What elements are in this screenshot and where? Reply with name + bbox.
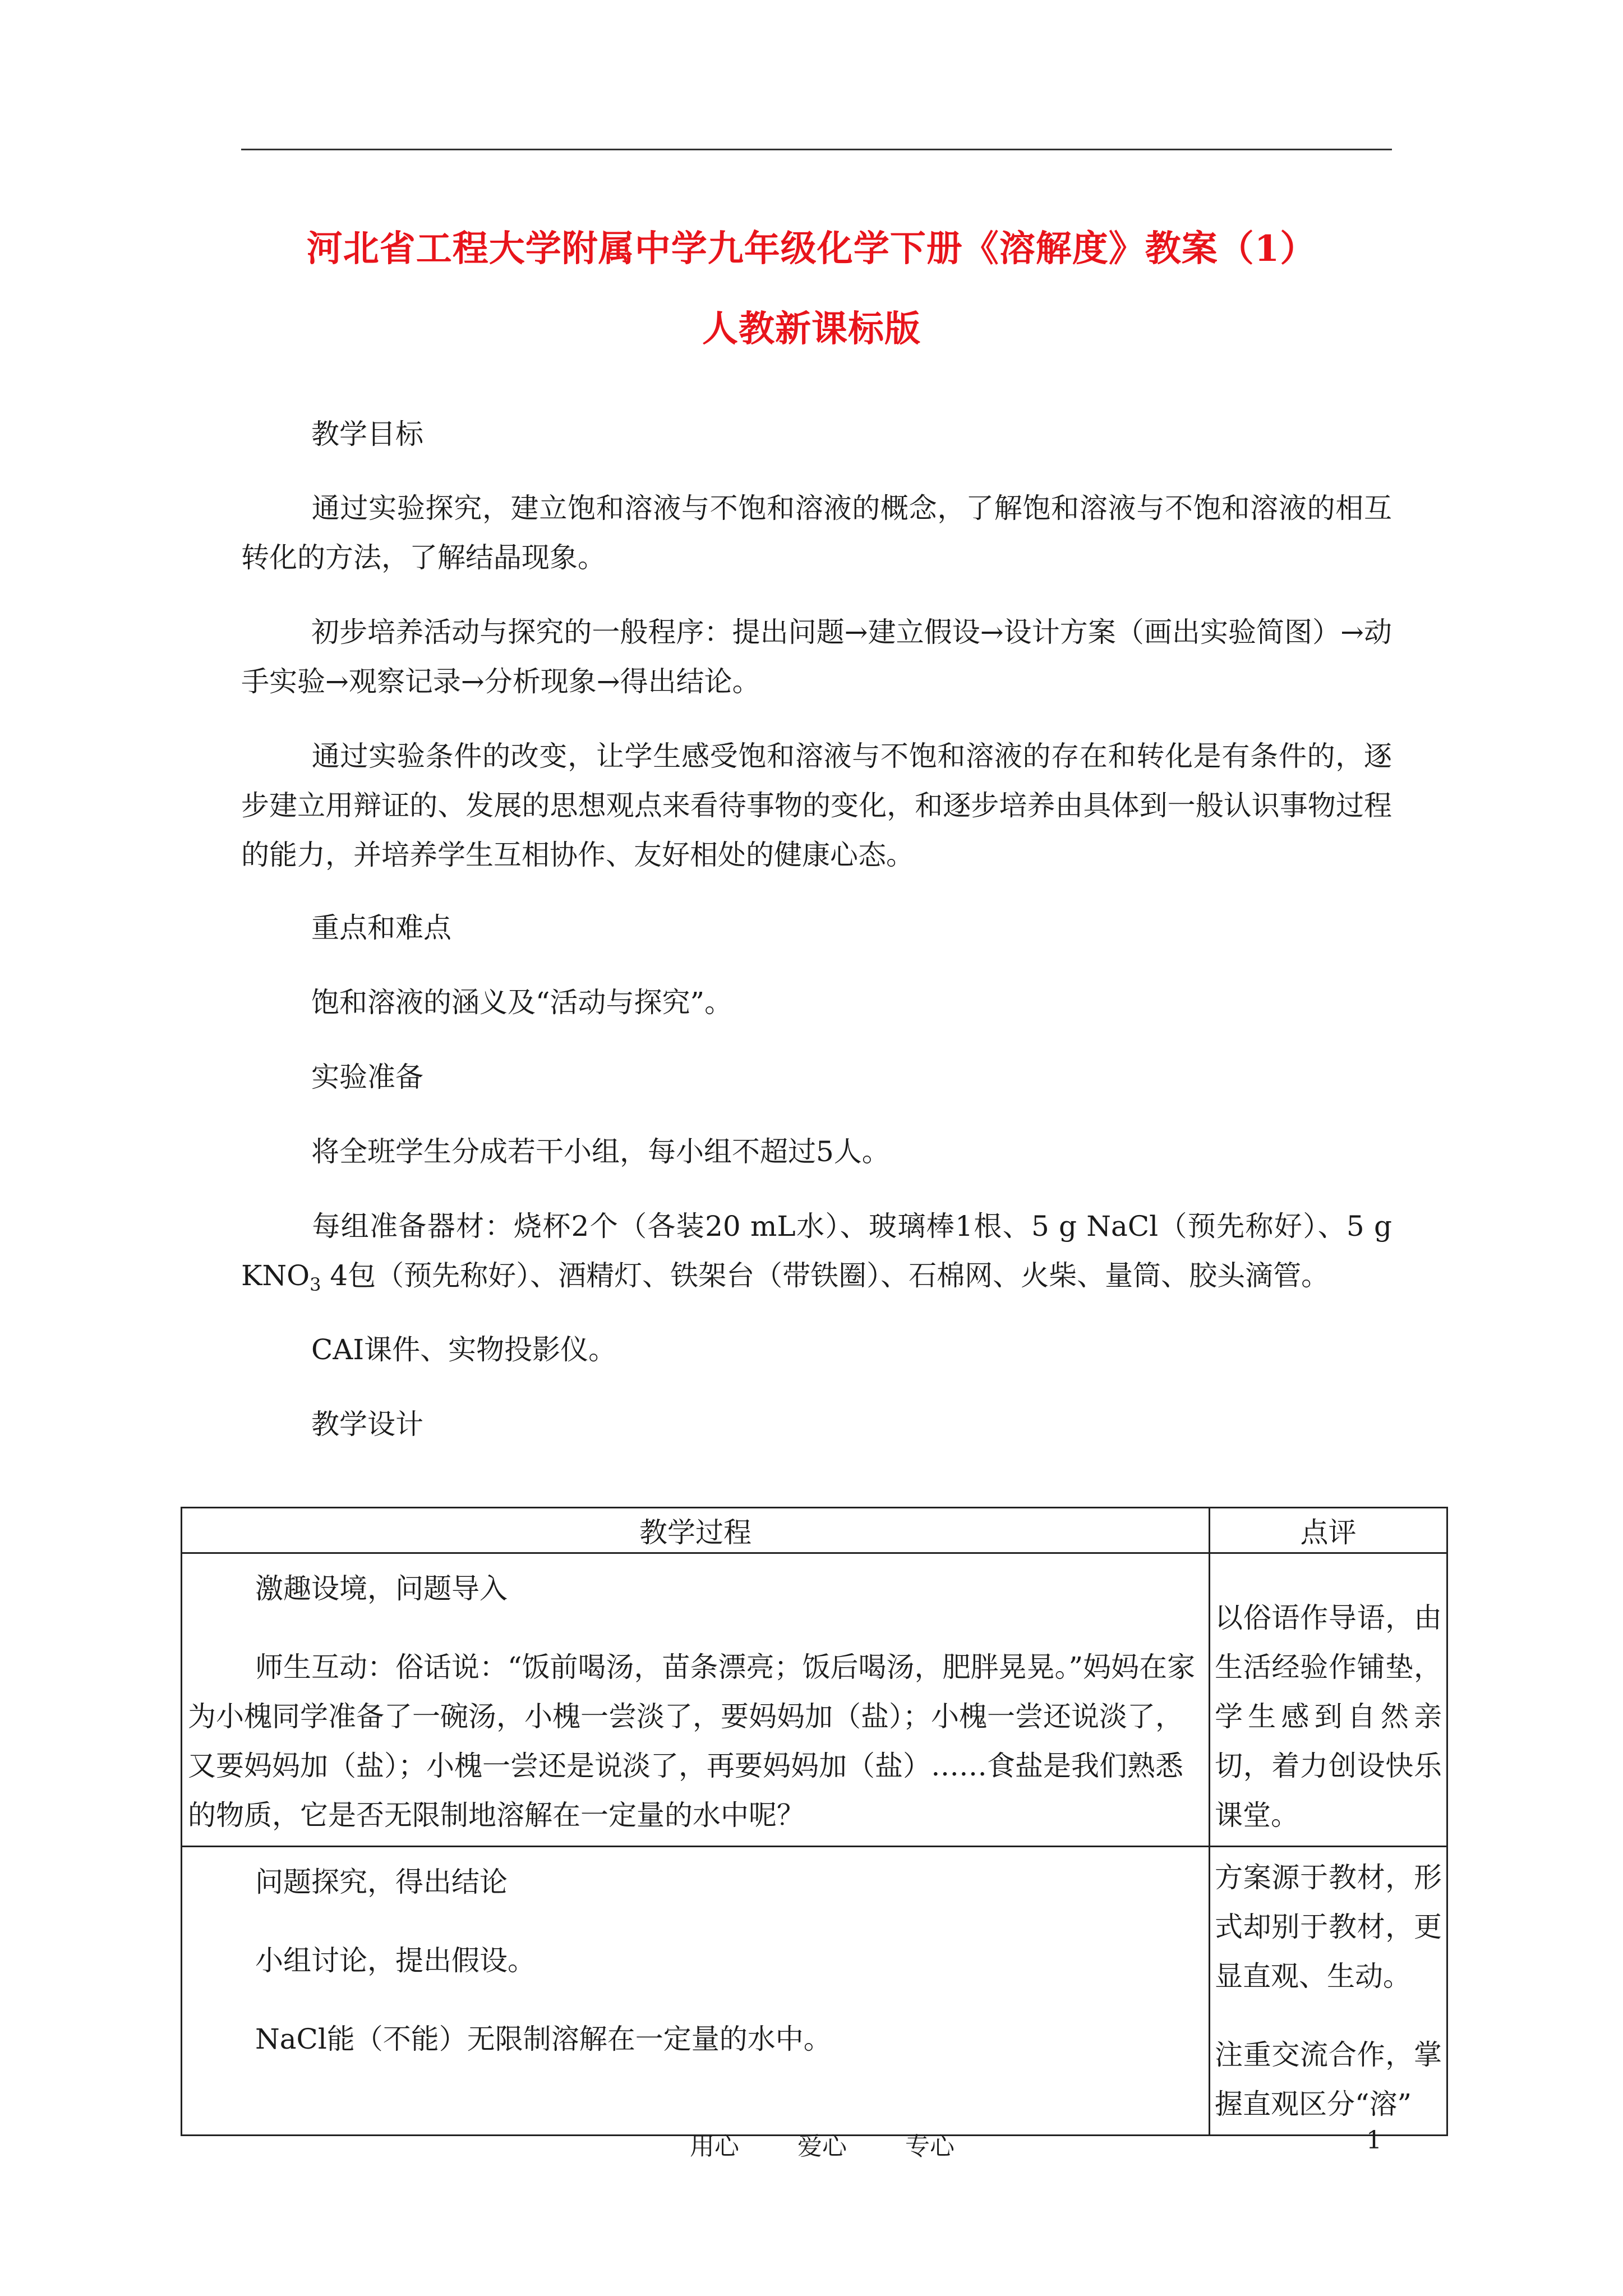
heading-key-points: 重点和难点 bbox=[311, 912, 451, 944]
key-points-text: 饱和溶液的涵义及“活动与探究”。 bbox=[311, 986, 733, 1019]
goal-paragraph-2: 初步培养活动与探究的一般程序：提出问题→建立假设→设计方案（画出实验简图）→动手实验→观察记录→分析现象→得出结论。 bbox=[241, 616, 1392, 698]
prep-paragraph-1: 将全班学生分成若干小组，每小组不超过5人。 bbox=[311, 1135, 890, 1168]
process-cell-2 bbox=[182, 1847, 1210, 2136]
row1-heading: 激趣设境，问题导入 bbox=[255, 1572, 508, 1605]
row2-line3: NaCl能（不能）无限制溶解在一定量的水中。 bbox=[255, 2023, 832, 2055]
teaching-design-table bbox=[181, 1507, 1448, 2136]
header-rule bbox=[241, 149, 1392, 150]
heading-design: 教学设计 bbox=[311, 1408, 423, 1441]
prep-paragraph-2: 每组准备器材：烧杯2个（各装20 mL水）、玻璃棒1根、5 g NaCl（预先称好）、5 g $KNO_3$ 4包（预先称好）、酒精灯、铁架台（带铁圈）、石棉网、火柴、量筒、胶头滴管。 bbox=[241, 1210, 1392, 1295]
table-header-row bbox=[182, 1508, 1447, 1553]
prep-paragraph-3: CAI课件、实物投影仪。 bbox=[311, 1333, 617, 1366]
comment-cell-2 bbox=[1210, 1847, 1447, 2136]
footer-motto bbox=[690, 2126, 983, 2162]
heading-goal: 教学目标 bbox=[311, 418, 423, 450]
footer-word-1: 用心 bbox=[690, 2132, 739, 2161]
process-cell-1 bbox=[182, 1553, 1210, 1847]
row2-comment-1: 方案源于教材，形式却别于教材，更显直观、生动。 bbox=[1215, 1861, 1442, 1993]
footer-word-3: 专心 bbox=[905, 2132, 955, 2161]
footer-word-2: 爱心 bbox=[797, 2132, 847, 2161]
document-title-line1: 河北省工程大学附属中学九年级化学下册《溶解度》教案（1） bbox=[306, 228, 1317, 270]
goal-paragraph-3: 通过实验条件的改变，让学生感受饱和溶液与不饱和溶液的存在和转化是有条件的，逐步建立用辩证的、发展的思想观点来看待事物的变化，和逐步培养由具体到一般认识事物过程的能力，并培养学生互相协作、友好相处的健康心态。 bbox=[241, 740, 1392, 871]
row2-line2: 小组讨论，提出假设。 bbox=[255, 1944, 536, 1977]
table-row bbox=[182, 1847, 1447, 2136]
document-title-line2: 人教新课标版 bbox=[702, 308, 921, 350]
goal-paragraph-1: 通过实验探究，建立饱和溶液与不饱和溶液的概念，了解饱和溶液与不饱和溶液的相互转化的方法，了解结晶现象。 bbox=[241, 492, 1392, 574]
row2-comment-2: 注重交流合作，掌握直观区分“溶” bbox=[1215, 2039, 1442, 2120]
row2-heading: 问题探究，得出结论 bbox=[255, 1866, 508, 1898]
row1-body: 师生互动：俗话说：“饭前喝汤，苗条漂亮；饭后喝汤，肥胖晃晃。”妈妈在家为小槐同学准备了一碗汤，小槐一尝淡了，要妈妈加（盐）；小槐一尝还说淡了，又要妈妈加（盐）；小槐一尝还是说淡了，再要妈妈加（盐）……食盐是我们熟悉的物质，它是否无限制地溶解在一定量的水中呢？ bbox=[188, 1651, 1196, 1832]
comment-cell-1 bbox=[1210, 1553, 1447, 1847]
page-number: 1 bbox=[1366, 2126, 1382, 2155]
header-process: 教学过程 bbox=[182, 1508, 1210, 1553]
table-row bbox=[182, 1553, 1447, 1847]
subscript-3: 3 bbox=[310, 1274, 321, 1295]
heading-preparation: 实验准备 bbox=[311, 1061, 423, 1093]
row1-comment: 以俗语作导语，由生活经验作铺垫，学生感到自然亲切，着力创设快乐课堂。 bbox=[1215, 1602, 1442, 1832]
header-comment: 点评 bbox=[1210, 1508, 1447, 1553]
